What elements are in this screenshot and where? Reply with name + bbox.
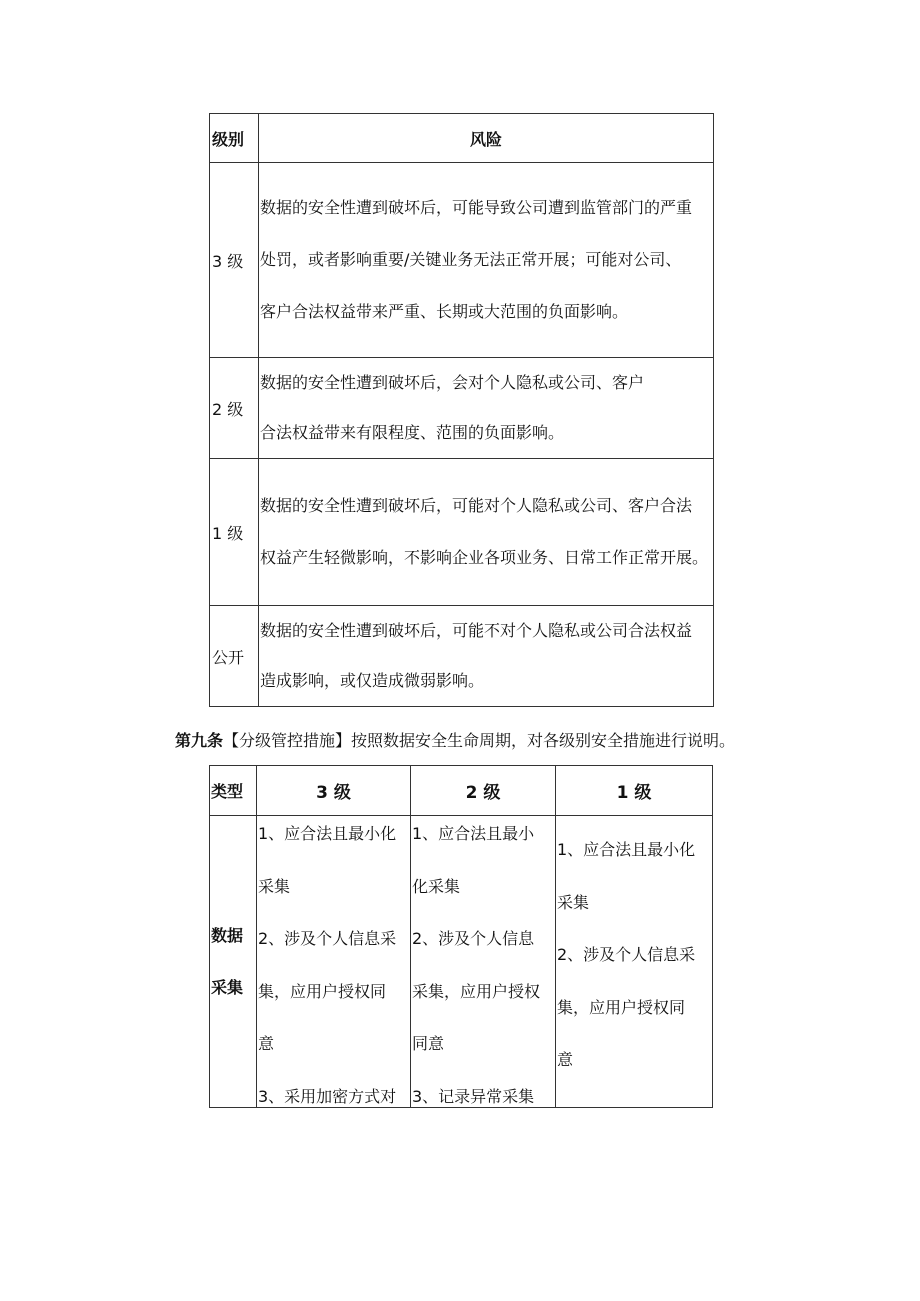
article-number: 第九条	[175, 731, 224, 750]
measure-line: 意	[557, 1050, 574, 1069]
risk-table-row	[210, 606, 714, 707]
measure-line: 1、应合法且最小	[412, 824, 535, 843]
risk-description	[259, 182, 713, 338]
risk-line: 造成影响，或仅造成微弱影响。	[260, 671, 485, 690]
level-cell: 2 级	[210, 358, 259, 459]
type-line: 数据	[211, 925, 244, 945]
risk-line: 合法权益带来有限程度、范围的负面影响。	[260, 423, 565, 442]
risk-line: 客户合法权益带来严重、长期或大范围的负面影响。	[260, 302, 629, 321]
risk-description-cell	[259, 163, 714, 358]
measure-line: 2、涉及个人信息采	[557, 945, 696, 964]
measure-line: 采集	[258, 876, 291, 896]
risk-table-row	[210, 459, 714, 606]
measures-table-row	[210, 816, 713, 1108]
measures-table	[209, 765, 713, 1108]
measure-line: 3、记录异常采集	[412, 1086, 535, 1106]
type-cell	[210, 816, 257, 1108]
level1-measures-cell	[556, 816, 713, 1108]
measure-line: 2、涉及个人信息采	[258, 929, 397, 948]
level-column-header: 级别	[210, 114, 259, 163]
risk-level-table	[209, 113, 714, 707]
level1-column-header: 1 级	[556, 766, 713, 816]
measure-line: 化采集	[412, 876, 461, 896]
risk-table-header-row	[210, 114, 714, 163]
risk-table-row	[210, 163, 714, 358]
level3-column-header: 3 级	[257, 766, 411, 816]
level3-measures-cell	[257, 816, 411, 1108]
risk-line: 数据的安全性遭到破坏后，可能不对个人隐私或公司合法权益	[260, 621, 693, 640]
risk-description	[259, 606, 713, 706]
risk-line: 数据的安全性遭到破坏后，可能对个人隐私或公司、客户合法	[260, 496, 693, 515]
measure-line: 1、应合法且最小化	[557, 840, 696, 859]
measure-line: 1、应合法且最小化	[258, 824, 397, 843]
measure-line: 集，应用户授权同	[557, 997, 686, 1017]
article-text: 【分级管控措施】按照数据安全生命周期，对各级别安全措施进行说明。	[223, 731, 736, 750]
article-paragraph	[175, 728, 735, 754]
risk-description	[259, 480, 713, 584]
measure-line: 同意	[412, 1034, 445, 1053]
risk-line: 权益产生轻微影响，不影响企业各项业务、日常工作正常开展。	[260, 548, 709, 567]
type-line: 采集	[211, 977, 244, 997]
measure-line: 2、涉及个人信息	[412, 929, 535, 948]
measure-line: 采集，应用户授权	[412, 981, 541, 1001]
risk-description	[259, 358, 713, 458]
level3-measures	[257, 816, 410, 1108]
risk-line: 处罚，或者影响重要/关键业务无法正常开展；可能对公司、	[260, 250, 682, 269]
type-column-header: 类型	[210, 766, 257, 816]
risk-description-cell	[259, 358, 714, 459]
level-cell: 公开	[210, 606, 259, 707]
measures-table-header-row	[210, 766, 713, 816]
risk-line: 数据的安全性遭到破坏后，可能导致公司遭到监管部门的严重	[260, 198, 693, 217]
measure-line: 3、采用加密方式对	[258, 1086, 397, 1106]
measure-line: 采集	[557, 892, 590, 912]
level2-measures	[411, 816, 555, 1108]
risk-table-row	[210, 358, 714, 459]
risk-line: 数据的安全性遭到破坏后，会对个人隐私或公司、客户	[260, 373, 645, 392]
measure-line: 意	[258, 1034, 275, 1053]
level-cell: 3 级	[210, 163, 259, 358]
risk-description-cell	[259, 606, 714, 707]
level2-measures-cell	[411, 816, 556, 1108]
level2-column-header: 2 级	[411, 766, 556, 816]
measure-line: 集，应用户授权同	[258, 981, 387, 1001]
level-cell: 1 级	[210, 459, 259, 606]
risk-column-header: 风险	[259, 114, 714, 163]
level1-measures	[556, 816, 712, 1087]
risk-description-cell	[259, 459, 714, 606]
